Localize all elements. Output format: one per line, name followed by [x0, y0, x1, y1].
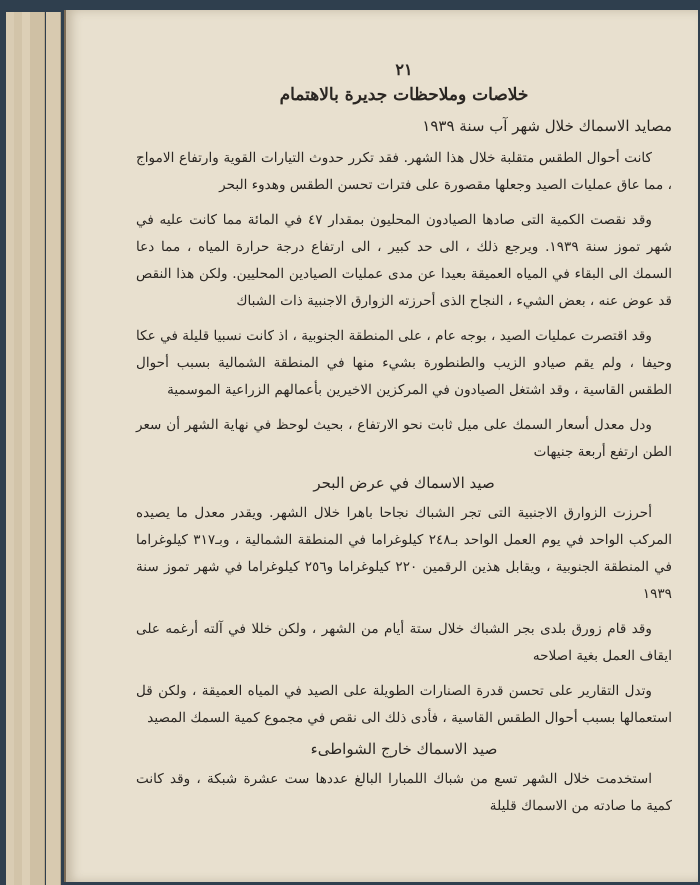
- paragraph: وقد اقتصرت عمليات الصيد ، بوجه عام ، على المنطقة الجنوبية ، اذ كانت نسبيا قليلة في عكا وحيفا ، ولم يقم صيادو الزيب والطنطورة بشيء منها في المنطقة الشمالية بسبب أحوال الطقس القاسية ، وقد اشتغل الصيادون في المركزين الاخيرين بأعمالهم الزراعية الموسمية: [136, 328, 672, 398]
- section-title: صيد الاسماك خارج الشواطىء: [310, 740, 498, 758]
- paragraph: كانت أحوال الطقس متقلبة خلال هذا الشهر. فقد تكرر حدوث التيارات القوية وارتفاع الامواج ، مما عاق عمليات الصيد وجعلها مقصورة على فترات تحسن الطقس وهدوء البحر: [136, 150, 672, 193]
- paragraph: وتدل التقارير على تحسن قدرة الصنارات الطويلة على الصيد في المياه العميقة ، ولكن قل استعمالها بسبب أحوال الطقس القاسية ، فأدى ذلك الى نقص في مجموع كمية السمك المصيد: [136, 683, 672, 726]
- page: [64, 10, 698, 882]
- paragraph: وقد قام زورق بلدى بجر الشباك خلال ستة أيام من الشهر ، ولكن خللا في آلته أرغمه على ايقاف العمل بغية اصلاحه: [136, 621, 672, 664]
- paragraph: وقد نقصت الكمية التى صادها الصيادون المحليون بمقدار ٤٧ في المائة مما كانت عليه في شهر تموز سنة ١٩٣٩. ويرجع ذلك ، الى حد كبير ، الى ارتفاع درجة حرارة المياه ، مما دعا السمك الى البقاء في المياه العميقة بعيدا عن مدى عمليات الصيادين المحليين. ولكن هذا النقص قد عوض عنه ، بعض الشيء ، النجاح الذى أحرزته الزوارق الاجنبية ذات الشباك: [136, 212, 672, 309]
- page-number: ٢١: [395, 60, 413, 79]
- page-heading: خلاصات وملاحظات جديرة بالاهتمام: [279, 85, 529, 105]
- paragraph: استخدمت خلال الشهر تسع من شباك اللمبارا البالغ عددها ست عشرة شبكة ، وقد كانت كمية ما صادته من الاسماك قليلة: [136, 771, 672, 814]
- paragraph: أحرزت الزوارق الاجنبية التى تجر الشباك نجاحا باهرا خلال الشهر. ويقدر معدل ما يصيده المركب الواحد في يوم العمل الواحد بـ٢٤٨ كيلوغراما في المنطقة الشمالية ، وبـ٣١٧ كيلوغراما في المنطقة الجنوبية ، ويقابل هذين الرقمين ٢٢٠ كيلوغراما و٢٥٦ كيلوغراما في شهر تموز سنة ١٩٣٩: [136, 505, 672, 602]
- page-edge: [46, 12, 61, 885]
- page-edge: [30, 12, 45, 885]
- section-title: صيد الاسماك في عرض البحر: [313, 474, 495, 492]
- section-title: مصايد الاسماك خلال شهر آب سنة ١٩٣٩: [422, 117, 672, 135]
- paragraph: ودل معدل أسعار السمك على ميل ثابت نحو الارتفاع ، بحيث لوحظ في نهاية الشهر أن سعر الطن ارتفع أربعة جنيهات: [136, 417, 672, 460]
- page-content: [136, 60, 672, 828]
